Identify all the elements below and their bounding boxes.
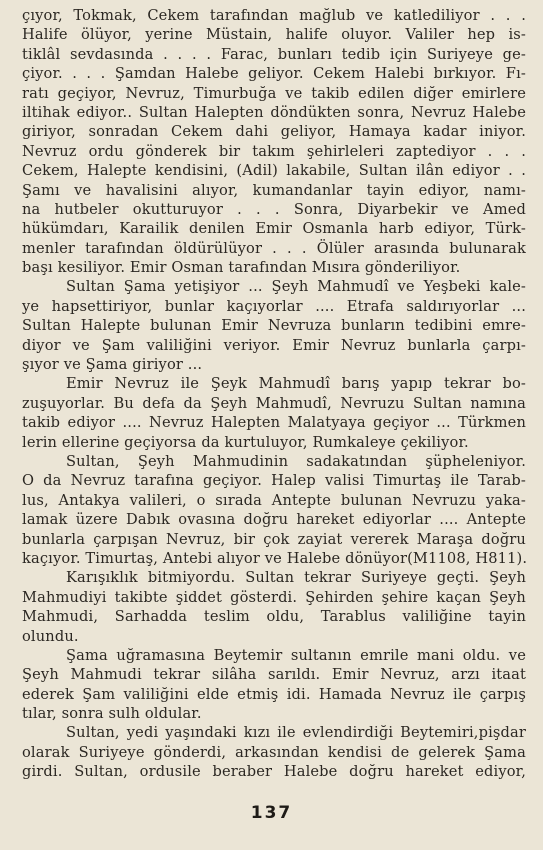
paragraph <box>22 6 526 277</box>
text-line: giriyor, sonradan Cekem dahi geliyor, Hamaya kadar iniyor. <box>22 123 526 141</box>
text-line: hükümdarı, Karailik denilen Emir Osmanla harb ediyor, Türk- <box>22 220 526 238</box>
paragraph <box>22 568 526 646</box>
text-line: Sultan, Şeyh Mahmudinin sadakatından şüpheleniyor. <box>66 452 526 470</box>
text-line: takib ediyor .... Nevruz Halepten Malatyaya geçiyor ... Türkmen <box>22 414 526 432</box>
paragraph <box>22 646 526 724</box>
text-line: ye hapsettiriyor, bunlar kaçıyorlar .... Etrafa saldırıyorlar ... <box>22 297 526 315</box>
text-line: zuşuyorlar. Bu defa da Şeyh Mahmudî, Nevruzu Sultan namına <box>22 394 526 412</box>
text-line: olundu. <box>22 627 79 645</box>
text-line: Nevruz ordu gönderek bir takım şehirleleri zaptediyor . . . <box>22 142 526 160</box>
text-line: Karışıklık bitmiyordu. Sultan tekrar Suriyeye geçti. Şeyh <box>66 569 526 587</box>
text-line: Sultan, yedi yaşındaki kızı ile evlendirdiği Beytemiri,pişdar <box>66 724 526 742</box>
text-line: çiyor. . . . Şamdan Halebe geliyor. Cekem Halebi bırkıyor. Fı- <box>22 65 526 83</box>
text-line: Sultan Halepte bulunan Emir Nevruza bunların tedibini emre- <box>22 317 526 335</box>
text-line: lus, Antakya valileri, o sırada Antepte bulunan Nevruzu yaka- <box>22 491 526 509</box>
text-line: başı kesiliyor. Emir Osman tarafından Mısıra gönderiliyor. <box>22 259 461 277</box>
text-line: ederek Şam valiliğini elde etmiş idi. Hamada Nevruz ile çarpış <box>22 685 526 703</box>
text-line: olarak Suriyeye gönderdi, arkasından kendisi de gelerek Şama <box>22 743 526 761</box>
text-line: Şama uğramasına Beytemir sultanın emrile mani oldu. ve <box>66 646 526 664</box>
text-line: Mahmudiyi takibte şiddet gösterdi. Şehirden şehire kaçan Şeyh <box>22 588 526 606</box>
text-line: kaçıyor. Timurtaş, Antebi alıyor ve Halebe dönüyor(M1108, H811). <box>22 549 528 567</box>
text-line: Şamı ve havalisini alıyor, kumandanlar tayin ediyor, namı- <box>22 181 526 199</box>
text-line: tiklâl sevdasında . . . . Farac, bunları tedib için Suriyeye ge- <box>22 45 526 63</box>
text-line: Emir Nevruz ile Şeyk Mahmudî barış yapıp tekrar bo- <box>66 375 526 393</box>
text-line: O da Nevruz tarafına geçiyor. Halep valisi Timurtaş ile Tarab- <box>22 472 526 490</box>
text-line: Şeyh Mahmudi tekrar silâha sarıldı. Emir Nevruz, arzı itaat <box>22 666 526 684</box>
paragraph <box>22 374 526 452</box>
text-line: diyor ve Şam valiliğini veriyor. Emir Nevruz bunlarla çarpı- <box>22 336 526 354</box>
text-line: bunlarla çarpışan Nevruz, bir çok zayiat vererek Maraşa doğru <box>22 530 526 548</box>
text-line: na hutbeler okutturuyor . . . Sonra, Diyarbekir ve Amed <box>22 200 526 218</box>
text-line: girdi. Sultan, ordusile beraber Halebe doğru hareket ediyor, <box>22 763 526 781</box>
paragraph <box>22 723 526 781</box>
text-line: lerin ellerine geçiyorsa da kurtuluyor, Rumkaleye çekiliyor. <box>22 433 469 451</box>
paragraph <box>22 452 526 568</box>
text-line: iltihak ediyor.. Sultan Halepten döndükten sonra, Nevruz Halebe <box>22 103 526 121</box>
text-line: lamak üzere Dabık ovasına doğru hareket ediyorlar .... Antepte <box>22 511 526 529</box>
text-line: Sultan Şama yetişiyor ... Şeyh Mahmudî ve Yeşbeki kale- <box>66 278 526 296</box>
text-line: menler tarafından öldürülüyor . . . Ölüler arasında bulunarak <box>22 239 526 257</box>
text-line: tılar, sonra sulh oldular. <box>22 705 202 723</box>
paragraph <box>22 277 526 374</box>
text-line: Mahmudi, Sarhadda teslim oldu, Tarablus valiliğine tayin <box>22 608 526 626</box>
text-line: Halife ölüyor, yerine Müstain, halife oluyor. Valiler hep is- <box>22 26 526 44</box>
body-text <box>22 6 526 782</box>
text-line: şıyor ve Şama giriyor ... <box>22 356 203 374</box>
text-line: çıyor, Tokmak, Cekem tarafından mağlub ve katlediliyor . . . <box>22 7 526 24</box>
text-line: ratı geçiyor, Nevruz, Timurbuğa ve takib edilen diğer emirlere <box>22 84 526 102</box>
text-line: Cekem, Halepte kendisini, (Adil) lakabile, Sultan ilân ediyor . . <box>22 162 526 180</box>
page-number: 137 <box>250 803 293 823</box>
